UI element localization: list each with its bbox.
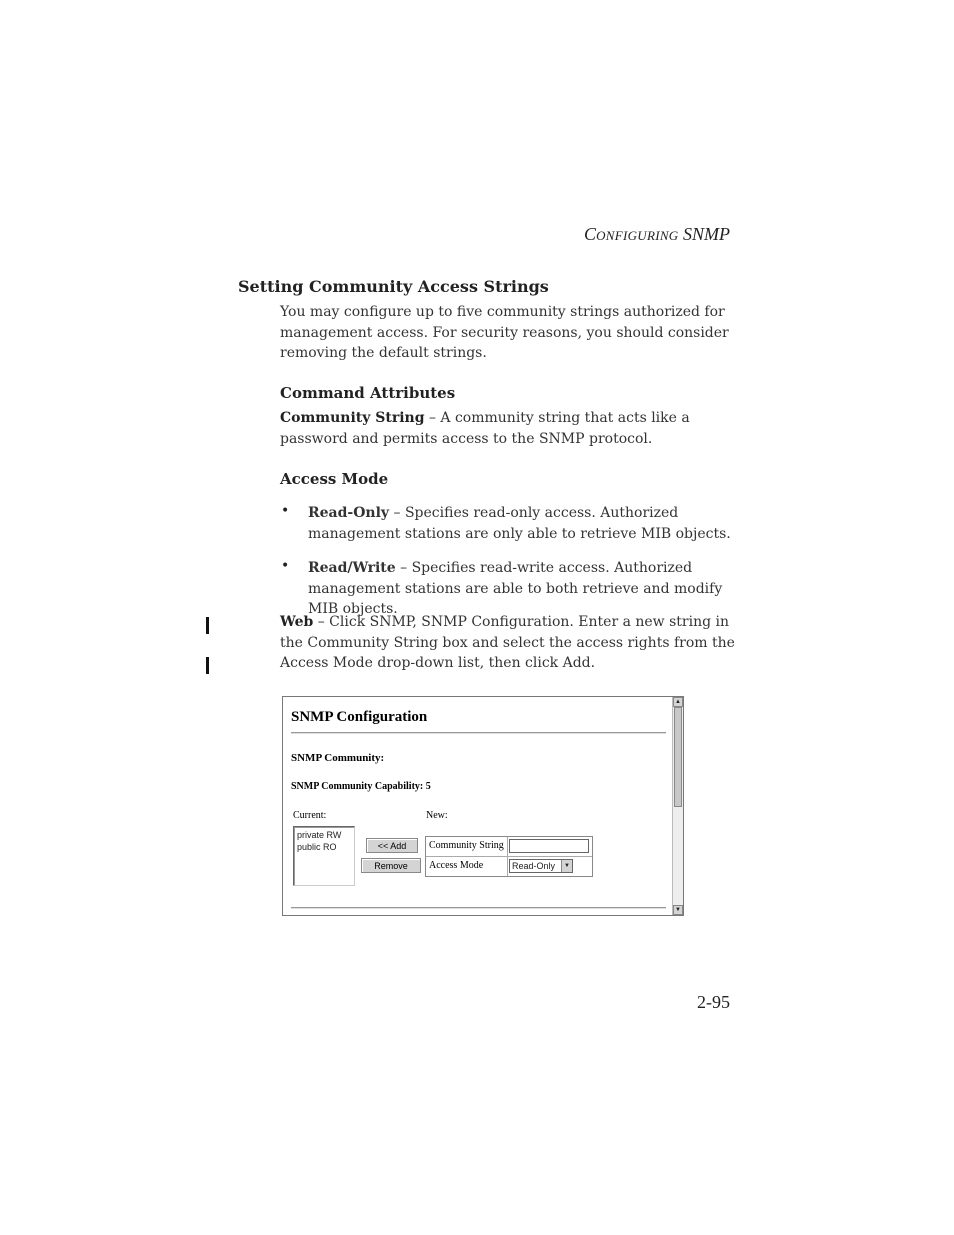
read-only-desc: – Specifies read-only access. Authorized management stations are only able to retrieve MIB objects. <box>308 505 731 542</box>
bullet-read-only <box>308 503 738 544</box>
bullet-dot: • <box>281 558 290 574</box>
snmp-community-heading: SNMP Community: <box>291 752 385 764</box>
access-mode-heading: Access Mode <box>280 470 389 488</box>
read-write-desc: – Specifies read-write access. Authorized management stations are able to both retrieve and modify MIB objects. <box>308 560 723 617</box>
form-divider <box>507 837 508 876</box>
title-rule <box>291 732 666 734</box>
community-string-paragraph <box>280 408 735 449</box>
web-term: Web <box>280 614 314 630</box>
read-only-term: Read-Only <box>308 505 390 521</box>
command-attributes-heading: Command Attributes <box>280 384 456 402</box>
remove-button[interactable]: Remove <box>361 858 421 873</box>
access-mode-select[interactable] <box>509 859 573 873</box>
community-string-term: Community String <box>280 410 425 426</box>
community-string-label: Community String <box>429 840 504 851</box>
web-desc: – Click SNMP, SNMP Configuration. Enter a new string in the Community String box and select the access rights from the Access Mode drop-down list, then click Add. <box>280 614 735 671</box>
read-write-term: Read/Write <box>308 560 396 576</box>
new-label: New: <box>426 810 448 821</box>
running-header <box>584 224 730 245</box>
change-bar <box>206 617 209 634</box>
current-community-list[interactable] <box>293 826 355 886</box>
community-string-desc: – A community string that acts like a password and permits access to the SNMP protocol. <box>280 410 690 447</box>
header-smallcaps: ONFIGURING <box>596 228 679 243</box>
section-title: Setting Community Access Strings <box>238 277 549 296</box>
scroll-down-icon[interactable]: ▼ <box>673 905 683 915</box>
snmp-config-title: SNMP Configuration <box>291 709 428 725</box>
current-label: Current: <box>293 810 327 821</box>
access-mode-selected: Read-Only <box>512 861 556 871</box>
add-button[interactable]: << Add <box>366 838 418 853</box>
change-bar <box>206 657 209 674</box>
page-number: 2-95 <box>697 992 730 1012</box>
form-divider <box>426 856 592 857</box>
header-tail: SNMP <box>683 224 730 244</box>
vertical-scrollbar[interactable] <box>672 697 683 915</box>
intro-paragraph: You may configure up to five community strings authorized for management access. For security reasons, you should consider removing the default strings. <box>280 304 729 361</box>
header-initial: C <box>584 224 597 244</box>
access-mode-label: Access Mode <box>429 860 484 871</box>
web-paragraph <box>280 612 735 674</box>
bullet-read-write <box>308 558 738 620</box>
dropdown-arrow-icon[interactable]: ▼ <box>561 860 572 872</box>
scrollbar-thumb[interactable] <box>674 707 682 807</box>
community-capability: SNMP Community Capability: 5 <box>291 781 431 792</box>
community-string-input[interactable] <box>509 839 589 853</box>
snmp-configuration-screenshot <box>282 696 684 916</box>
list-item[interactable]: private RW <box>297 830 342 840</box>
bullet-dot: • <box>281 503 290 519</box>
scroll-up-icon[interactable]: ▲ <box>673 697 683 707</box>
bottom-rule <box>291 907 666 909</box>
list-item[interactable]: public RO <box>297 842 337 852</box>
